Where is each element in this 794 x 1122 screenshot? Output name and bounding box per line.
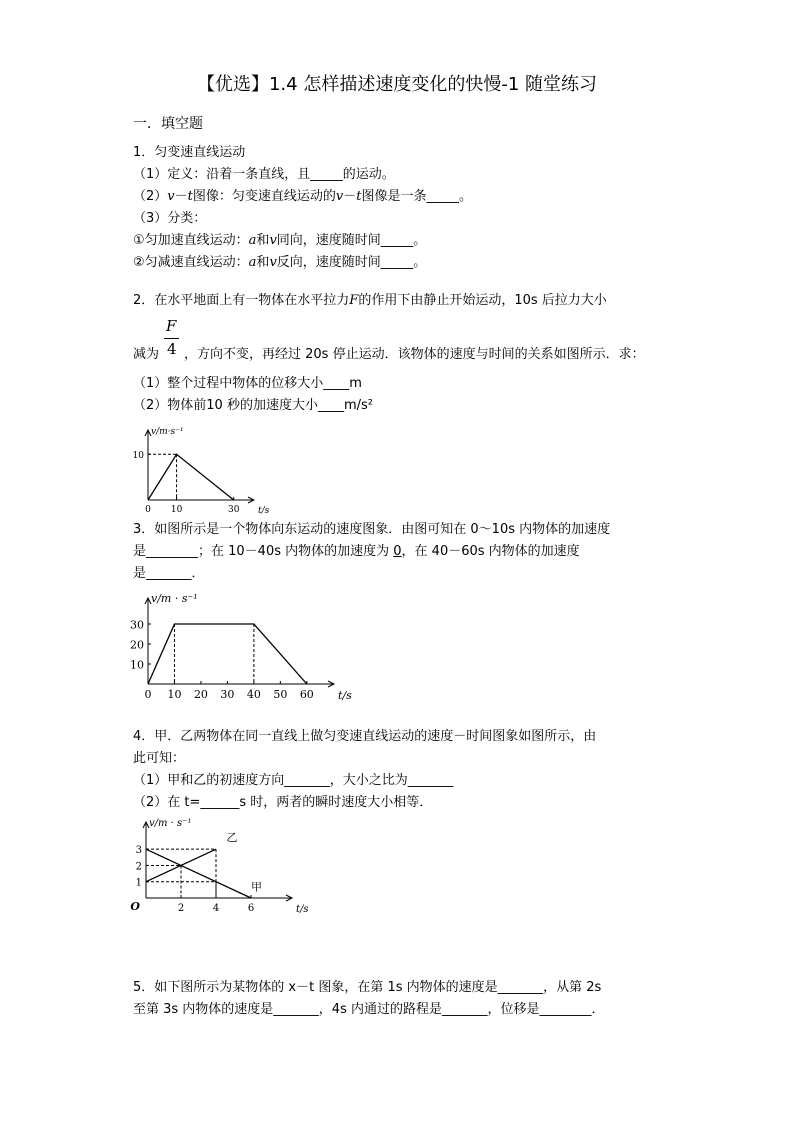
series-line (148, 454, 234, 500)
y-tick-label: 10 (130, 658, 144, 672)
fraction-denominator: 4 (167, 340, 177, 358)
origin-label: O (130, 900, 140, 913)
x-tick-label: 0 (145, 505, 151, 515)
q1-l2-dash: － (174, 189, 188, 204)
y-tick-label: 1 (135, 877, 142, 889)
y-tick-label: 3 (135, 845, 142, 857)
q1-l4-a: a (248, 233, 257, 248)
q1-l5-v: v (269, 255, 277, 270)
q1-l2-prefix: （2） (133, 189, 168, 204)
x-tick-label: 40 (246, 688, 261, 701)
q1-l4-v: v (269, 233, 277, 248)
page-title: 【优选】1.4 怎样描述速度变化的快慢-1 随堂练习 (196, 74, 597, 95)
q2-part1: （1）整个过程中物体的位移大小____m (133, 376, 362, 391)
chart-2-vt-graph (126, 588, 356, 700)
x-axis-label: t/s (338, 689, 352, 702)
q4-line1: 4．甲．乙两物体在同一直线上做匀变速直线运动的速度－时间图象如图所示，由 (133, 729, 597, 744)
chart-3-vt-graph (128, 810, 309, 918)
q1-l5-and: 和 (256, 255, 270, 270)
series-line (148, 624, 307, 684)
q2-line2-prefix: 减为 (133, 347, 160, 362)
q1-line-accel (133, 230, 426, 252)
q3-l2-end: ，在 40－60s 内物体的加速度 (401, 544, 580, 559)
q2-l1-prefix: 2．在水平地面上有一物体在水平拉力 (133, 293, 350, 308)
q2-line2-text: ，方向不变，再经过 20s 停止运动．该物体的速度与时间的关系如图所示．求： (184, 347, 645, 362)
q3-line1: 3．如图所示是一个物体向东运动的速度图象．由图可知在 0～10s 内物体的加速度 (133, 522, 611, 537)
y-tick-label: 2 (135, 861, 142, 873)
series-label: 甲 (251, 880, 262, 894)
x-tick-label: 10 (167, 688, 182, 701)
y-axis-label: v/m·s⁻¹ (151, 427, 184, 437)
q4-part1: （1）甲和乙的初速度方向_______，大小之比为_______ (133, 773, 454, 788)
y-axis-label: v/m · s⁻¹ (151, 592, 198, 605)
x-tick-label: 30 (220, 688, 235, 701)
x-tick-label: 50 (273, 688, 288, 701)
x-tick-label: 0 (144, 688, 152, 701)
q1-heading: 1．匀变速直线运动 (133, 145, 246, 160)
q1-l2-mid: 图像：匀变速直线运动的 (192, 189, 336, 204)
y-tick-label: 20 (130, 638, 144, 652)
y-tick-label: 30 (130, 618, 144, 632)
x-axis-label: t/s (296, 904, 309, 915)
x-tick-label: 10 (170, 505, 183, 515)
q1-l5-prefix: ②匀减速直线运动： (133, 255, 249, 270)
q3-line2 (133, 541, 580, 563)
q1-l2-t: t (187, 189, 193, 204)
x-tick-label: 60 (299, 688, 314, 701)
q2-l1-F: F (349, 293, 359, 308)
q1-line-graph (133, 186, 472, 208)
q1-l2-t2: t (356, 189, 362, 204)
q1-line-definition: （1）定义：沿着一条直线，且_____的运动。 (133, 167, 395, 182)
x-tick-label: 20 (193, 688, 208, 701)
q1-l2-dash2: － (343, 189, 357, 204)
q1-l4-and: 和 (256, 233, 270, 248)
section-heading: 一．填空题 (133, 116, 203, 132)
q1-l2-v2: v (335, 189, 344, 204)
q5-line2: 至第 3s 内物体的速度是_______，4s 内通过的路程是_______，位移是________． (133, 1002, 605, 1017)
q3-l2-answer: 0 (393, 544, 402, 559)
chart-1-vt-graph (130, 420, 270, 520)
q1-l5-a: a (248, 255, 257, 270)
x-tick-label: 6 (247, 903, 255, 914)
x-tick-label: 2 (177, 903, 185, 914)
x-tick-label: 30 (227, 505, 240, 515)
q1-l4-prefix: ①匀加速直线运动： (133, 233, 249, 248)
q4-part2: （2）在 t=______s 时，两者的瞬时速度大小相等． (133, 795, 433, 810)
q1-l2-v: v (167, 189, 175, 204)
q2-line1 (133, 290, 607, 312)
fraction-numerator: F (166, 317, 177, 335)
q1-l2-end: 图像是一条_____。 (361, 189, 473, 204)
q1-l4-end: 同向，速度随时间_____。 (276, 233, 427, 248)
series-label: 乙 (226, 831, 238, 845)
q1-l5-end: 反向，速度随时间_____。 (276, 255, 427, 270)
fraction-bar (164, 338, 179, 339)
series-line (146, 849, 251, 898)
q2-part2: （2）物体前10 秒的加速度大小____m/s² (133, 398, 373, 413)
q1-line-classify: （3）分类： (133, 211, 207, 226)
q3-line3: 是_______． (133, 566, 205, 581)
q4-line2: 此可知： (133, 751, 186, 766)
q5-line1: 5．如下图所示为某物体的 x－t 图象，在第 1s 内物体的速度是_______，从第 2s (133, 980, 602, 995)
x-tick-label: 4 (212, 903, 220, 914)
y-axis-label: v/m · s⁻¹ (149, 818, 192, 829)
q1-line-decel (133, 252, 426, 274)
y-tick-label: 10 (132, 450, 144, 461)
x-axis-label: t/s (258, 506, 270, 516)
q2-l1-end: 的作用下由静止开始运动，10s 后拉力大小 (358, 293, 607, 308)
q3-l2-prefix: 是________；在 10－40s 内物体的加速度为 (133, 544, 394, 559)
